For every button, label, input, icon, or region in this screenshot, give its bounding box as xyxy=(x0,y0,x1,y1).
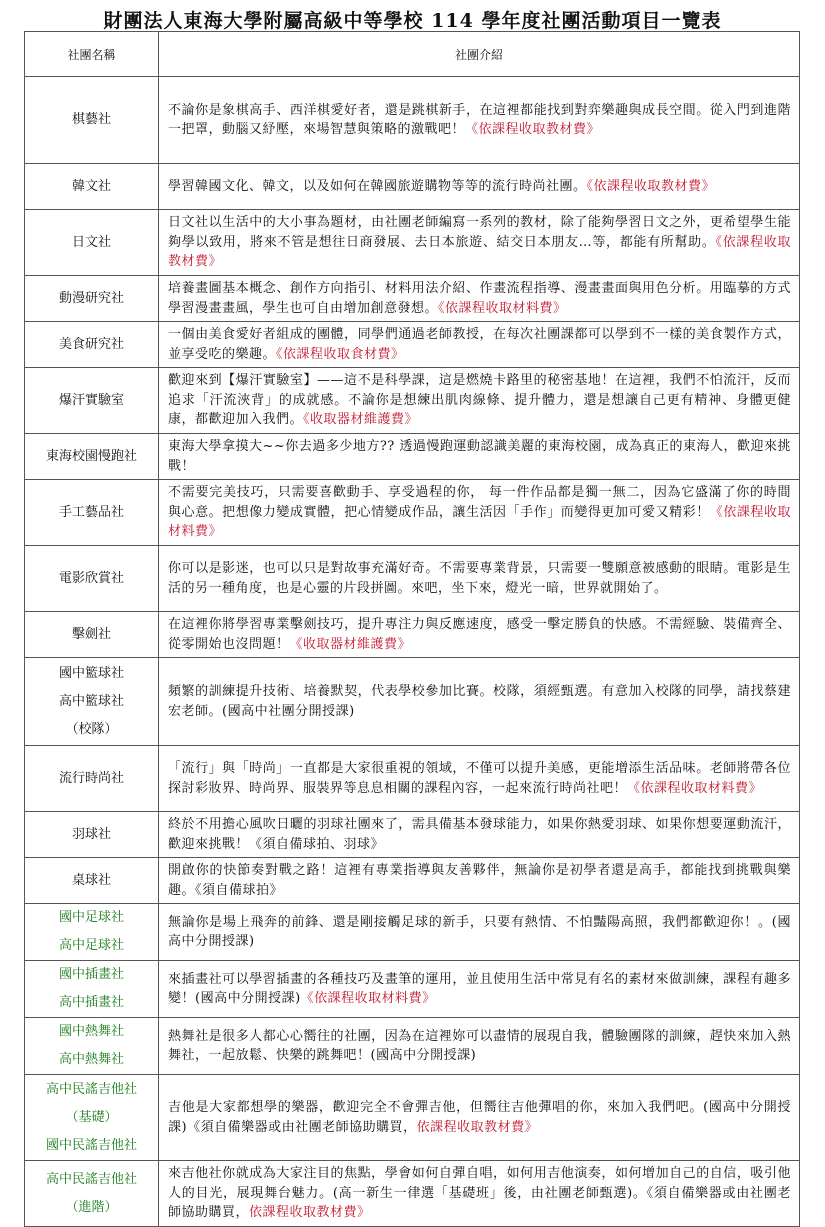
club-name-cell xyxy=(25,210,159,276)
club-description: 頻繁的訓練提升技術、培養默契，代表學校參加比賽。校隊，須經甄選。有意加入校隊的同學，請找蔡建宏老師。(國高中社團分開授課) xyxy=(168,684,791,719)
table-body xyxy=(25,77,800,1227)
club-name-cell xyxy=(25,368,159,434)
club-description-cell xyxy=(159,612,800,658)
club-name: 國中足球社 xyxy=(58,910,124,925)
club-description-cell xyxy=(159,368,800,434)
fee-note: 《依課程收取材料費》 xyxy=(438,300,567,316)
fee-note: 《收取器材維護費》 xyxy=(289,636,412,652)
fee-note: 《依課程收取材料費》 xyxy=(627,780,763,796)
club-description-cell xyxy=(159,812,800,858)
club-description-cell xyxy=(159,322,800,368)
club-description: 你可以是影迷，也可以只是對故事充滿好奇。不需要專業背景，只需要一雙願意被感動的眼睛。電影是生活的另一種角度，也是心靈的片段拼圖。來吧，坐下來，燈光一暗，世界就開始了。 xyxy=(168,561,791,596)
fee-note: 《依課程收取食材費》 xyxy=(276,346,405,362)
club-name: 國中籃球社 xyxy=(58,665,124,681)
table-row xyxy=(25,546,800,612)
fee-note: 《依課程收取教材費》 xyxy=(465,122,601,137)
club-description-cell xyxy=(159,961,800,1018)
fee-note: 《收取器材維護費》 xyxy=(303,412,419,428)
club-description: 無論你是場上飛奔的前鋒、還是剛接觸足球的新手，只要有熱情、不怕豔陽高照，我們都歡迎你！。(國高中分開授課) xyxy=(168,914,791,949)
club-name: 國中插畫社 xyxy=(58,967,124,982)
table-row xyxy=(25,1018,800,1075)
club-name-cell xyxy=(25,1161,159,1227)
club-name: 桌球社 xyxy=(71,872,111,888)
club-name-cell xyxy=(25,1075,159,1161)
table-row xyxy=(25,210,800,276)
table-row xyxy=(25,812,800,858)
table-row xyxy=(25,612,800,658)
club-name: 美食研究社 xyxy=(58,336,124,352)
club-description-cell xyxy=(159,434,800,480)
table-row xyxy=(25,164,800,210)
table-row xyxy=(25,961,800,1018)
club-description-cell xyxy=(159,210,800,276)
club-description-cell xyxy=(159,858,800,904)
table-row xyxy=(25,77,800,164)
club-name-cell xyxy=(25,658,159,746)
table-row xyxy=(25,746,800,812)
table-row xyxy=(25,658,800,746)
club-name: 高中民謠吉他社 xyxy=(45,1171,137,1187)
club-name: 日文社 xyxy=(71,234,111,250)
club-name-cell xyxy=(25,276,159,322)
club-name: 擊劍社 xyxy=(71,626,111,642)
club-name: 棋藝社 xyxy=(71,112,111,127)
club-name: 國中熱舞社 xyxy=(58,1024,124,1039)
club-description: 一個由美食愛好者組成的團體，同學們通過老師教授，在每次社團課都可以學到不一樣的美食製作方式，並享受吃的樂趣。 xyxy=(168,327,791,362)
club-name: 羽球社 xyxy=(71,826,111,842)
table-row xyxy=(25,480,800,546)
header-club-intro: 社團介紹 xyxy=(159,32,800,77)
club-description-cell xyxy=(159,546,800,612)
fee-note: 《依課程收取材料費》 xyxy=(168,504,791,540)
table-row xyxy=(25,322,800,368)
club-description-cell xyxy=(159,480,800,546)
fee-note: 《依課程收取教材費》 xyxy=(586,178,716,194)
club-description: 熱舞社是很多人都心心嚮往的社團，因為在這裡妳可以盡情的展現自我，體驗團隊的訓練，趕快來加入熱舞社，一起放鬆、快樂的跳舞吧！(國高中分開授課) xyxy=(168,1028,791,1063)
club-description-cell xyxy=(159,1018,800,1075)
club-name: 高中足球社 xyxy=(58,938,124,953)
club-name-cell xyxy=(25,746,159,812)
fee-note: 《依課程收取材料費》 xyxy=(300,991,436,1006)
club-description-cell xyxy=(159,1161,800,1227)
club-description: 培養畫圖基本概念、創作方向指引、材料用法介紹、作畫流程指導、漫畫畫面與用色分析。用臨摹的方式學習漫畫畫風，學生也可自由增加創意發想。 xyxy=(168,281,791,316)
club-description: 開啟你的快節奏對戰之路！這裡有專業指導與友善夥伴，無論你是初學者還是高手，都能找到挑戰與樂趣。《須自備球拍》 xyxy=(168,863,791,898)
table-row xyxy=(25,368,800,434)
header-club-name: 社團名稱 xyxy=(25,32,159,77)
club-name-cell xyxy=(25,904,159,961)
club-description-cell xyxy=(159,904,800,961)
club-description: 在這裡你將學習專業擊劍技巧，提升專注力與反應速度，感受一擊定勝負的快感。不需經驗、裝備齊全、從零開始也沒問題！ xyxy=(168,617,791,652)
club-name: （進階） xyxy=(65,1199,118,1215)
club-table xyxy=(24,31,800,1227)
table-header-row xyxy=(25,32,800,77)
club-description-cell xyxy=(159,276,800,322)
club-name-cell xyxy=(25,434,159,480)
club-description: 東海大學拿摸大~~你去過多少地方?? 透過慢跑運動認識美麗的東海校園，成為真正的東海人，歡迎來挑戰！ xyxy=(168,439,791,474)
club-name: 流行時尚社 xyxy=(58,770,124,786)
club-name-cell xyxy=(25,612,159,658)
club-name-cell xyxy=(25,961,159,1018)
club-name-cell xyxy=(25,164,159,210)
club-description: 「流行」與「時尚」一直都是大家很重視的領域，不僅可以提升美感，更能增添生活品味。老師將帶各位探討彩妝界、時尚界、服裝界等息息相關的課程內容，一起來流行時尚社吧！ xyxy=(168,761,791,796)
club-name-cell xyxy=(25,322,159,368)
fee-note: 依課程收取教材費》 xyxy=(416,1119,539,1135)
club-name: 爆汗實驗室 xyxy=(58,392,124,408)
club-name: 韓文社 xyxy=(71,178,111,194)
club-name: 高中插畫社 xyxy=(58,995,124,1010)
club-name-cell xyxy=(25,546,159,612)
club-description: 不需要完美技巧，只需要喜歡動手、享受過程的你， 每一件作品都是獨一無二，因為它盛滿了你的時間與心意。把想像力變成實體，把心情變成作品，讓生活因「手作」而變得更加可愛又精彩！ xyxy=(168,485,791,520)
club-name: 高中民謠吉他社 xyxy=(45,1081,137,1097)
table-row xyxy=(25,434,800,480)
club-name-cell xyxy=(25,1018,159,1075)
club-name-cell xyxy=(25,480,159,546)
club-description: 來插畫社可以學習插畫的各種技巧及畫筆的運用，並且使用生活中常見有名的素材來做訓練，課程有趣多變！(國高中分開授課) xyxy=(168,971,791,1006)
club-name: （基礎） xyxy=(65,1109,118,1125)
club-name-cell xyxy=(25,812,159,858)
page-title: 財團法人東海大學附屬高級中等學校 114 學年度社團活動項目一覽表 xyxy=(103,10,722,32)
club-name: 東海校園慢跑社 xyxy=(45,448,137,464)
club-name: 高中熱舞社 xyxy=(58,1052,124,1067)
club-name-cell xyxy=(25,77,159,164)
club-description-cell xyxy=(159,658,800,746)
table-row xyxy=(25,1161,800,1227)
club-description: 不論你是象棋高手、西洋棋愛好者，還是跳棋新手，在這裡都能找到對弈樂趣與成長空間。從入門到進階一把罩，動腦又紓壓，來場智慧與策略的激戰吧！ xyxy=(168,102,791,137)
club-description: 歡迎來到【爆汗實驗室】——這不是科學課，這是燃燒卡路里的秘密基地！在這裡，我們不怕流汗，反而追求「汗流浹背」的成就感。不論你是想練出肌肉線條、提升體力，還是想讓自己更有精神、身體更健康，都歡迎加入我們。 xyxy=(168,373,791,428)
club-description: 日文社以生活中的大小事為題材，由社團老師編寫一系列的教材，除了能夠學習日文之外，更希望學生能夠學以致用，將來不管是想往日商發展、去日本旅遊、結交日本朋友…等，都能有所幫助。 xyxy=(168,215,791,250)
club-name: （校隊） xyxy=(65,721,118,737)
club-name: 動漫研究社 xyxy=(58,290,124,306)
club-description: 終於不用擔心風吹日曬的羽球社團來了，需具備基本發球能力，如果你熱愛羽球、如果你想要運動流汗，歡迎來挑戰！《須自備球拍、羽球》 xyxy=(168,817,791,852)
club-description-cell xyxy=(159,746,800,812)
club-name: 國中民謠吉他社 xyxy=(45,1137,137,1153)
club-name-cell xyxy=(25,858,159,904)
club-name: 手工藝品社 xyxy=(58,504,124,520)
club-description: 學習韓國文化、韓文，以及如何在韓國旅遊購物等等的流行時尚社團。 xyxy=(168,178,587,194)
club-description-cell xyxy=(159,77,800,164)
club-description: 吉他是大家都想學的樂器，歡迎完全不會彈吉他，但嚮往吉他彈唱的你，來加入我們吧。(國高中分開授課)《須自備樂器或由社團老師協助購買， xyxy=(168,1100,791,1135)
fee-note: 依課程收取教材費》 xyxy=(249,1205,371,1221)
club-description-cell xyxy=(159,164,800,210)
table-row xyxy=(25,1075,800,1161)
club-name: 高中籃球社 xyxy=(58,693,124,709)
fee-note: 《依課程收取教材費》 xyxy=(168,234,791,270)
table-row xyxy=(25,858,800,904)
club-description: 來吉他社你就成為大家注目的焦點，學會如何自彈自唱，如何用吉他演奏，如何增加自己的自信，吸引他人的目光，展現舞台魅力。(高一新生一律選「基礎班」後，由社團老師甄選)。《須自備樂器或由社團老師協助購買， xyxy=(168,1166,791,1221)
club-name: 電影欣賞社 xyxy=(58,570,124,586)
table-row xyxy=(25,276,800,322)
table-row xyxy=(25,904,800,961)
club-description-cell xyxy=(159,1075,800,1161)
